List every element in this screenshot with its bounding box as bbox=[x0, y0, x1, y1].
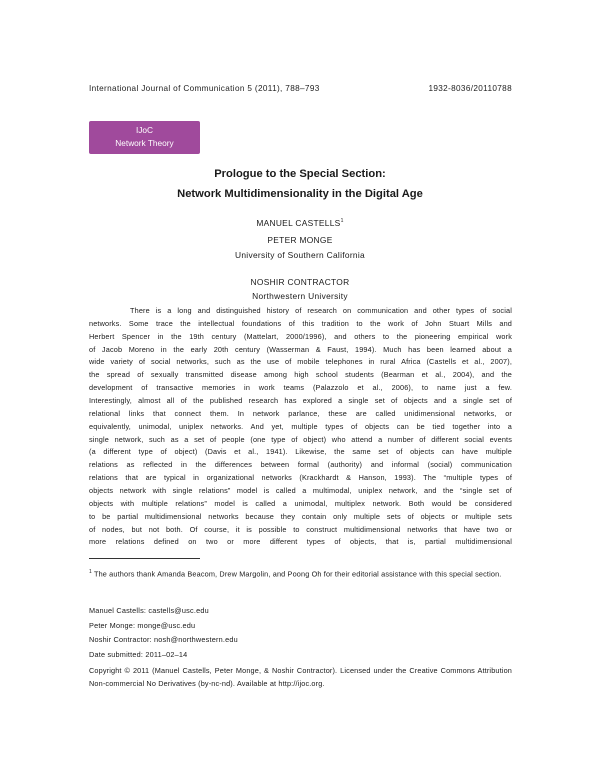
body-line: Interestingly, almost all of the published research has explored a single set of objects and a single set of bbox=[89, 396, 512, 406]
body-line: single network, such as a set of people (one type of object) who attend a number of different social events bbox=[89, 434, 512, 444]
body-line: of nodes, but not both. Of course, it is possible to construct multidimensional networks that have two or bbox=[89, 524, 512, 534]
journal-citation: International Journal of Communication 5 (2011), 788–793 bbox=[89, 84, 320, 93]
body-line: objects network with single relations” model is called a multimodal, uniplex network, and the “single set of bbox=[89, 486, 512, 496]
body-line: to be partial multidimensional networks because they contain only multiple sets of objects or multiple sets bbox=[89, 511, 512, 521]
tag-section: Network Theory bbox=[115, 138, 174, 148]
author-3: NOSHIR CONTRACTOR bbox=[250, 277, 350, 287]
contact-block bbox=[89, 604, 238, 662]
footnote bbox=[89, 566, 512, 580]
affiliation-1: University of Southern California bbox=[235, 250, 365, 260]
footnote-text: The authors thank Amanda Beacom, Drew Margolin, and Poong Oh for their editorial assistance with this special section. bbox=[93, 569, 502, 579]
author-1-name: MANUEL CASTELLS bbox=[256, 218, 341, 228]
title-line-1: Prologue to the Special Section: bbox=[214, 168, 386, 180]
affiliation-2: Northwestern University bbox=[252, 291, 348, 301]
body-line: There is a long and distinguished history of research on communication and other types of social bbox=[130, 306, 512, 315]
section-tag bbox=[89, 121, 200, 154]
footnote-mark: 1 bbox=[89, 569, 92, 575]
body-line: relations that are typical in organizational networks (Krackhardt & Hanson, 1993). The “multiple types of bbox=[89, 473, 512, 483]
body-line: (a different type of object) (Davis et al., 1941). Likewise, the same set of objects can have multiple bbox=[89, 447, 512, 457]
body-line: networks. Some trace the intellectual foundations of this tradition to the work of John Stuart Mills and bbox=[89, 318, 512, 328]
date-submitted: Date submitted: 2011–02–14 bbox=[89, 649, 188, 659]
contact-line: Manuel Castells: castells@usc.edu bbox=[89, 606, 209, 615]
issn: 1932-8036/20110788 bbox=[428, 84, 512, 93]
contact-line: Noshir Contractor: nosh@northwestern.edu bbox=[89, 635, 238, 644]
author-1-footnote-mark: 1 bbox=[340, 218, 344, 225]
body-line: of Jacob Moreno in the early 20th century (Wasserman & Faust, 1994). Much has been learned about a bbox=[89, 344, 512, 354]
body-line: relations as reflected in the differences between formal (authority) and informal (social) communication bbox=[89, 460, 512, 470]
body-line: objects with multiple relations” model is called a unimodal, multiplex network. Both would be considered bbox=[89, 498, 512, 508]
body-line: relational links that connect them. In network parlance, these are called unidimensional networks, or bbox=[89, 408, 512, 418]
copyright-notice: Copyright © 2011 (Manuel Castells, Peter Monge, & Noshir Contractor). Licensed under the Creative Commons Attribution Non-commercial No Derivatives (by-nc-nd). Available at http://ijoc.org. bbox=[89, 666, 512, 688]
author-1 bbox=[0, 218, 600, 228]
footnote-divider bbox=[89, 558, 200, 559]
body-line: Herbert Spencer in the 19th century (Mattelart, 2000/1996), and others to the pioneering empirical work bbox=[89, 331, 512, 341]
body-text bbox=[89, 305, 512, 549]
body-line: equivalently, unimodal, uniplex networks. And yet, multiple types of objects can be tied together into a bbox=[89, 421, 512, 431]
body-line: the spread of sexually transmitted disease among high school students (Bearman et al., 2004), and the bbox=[89, 370, 512, 380]
author-2: PETER MONGE bbox=[267, 235, 333, 245]
contact-line: Peter Monge: monge@usc.edu bbox=[89, 620, 196, 630]
tag-journal: IJoC bbox=[135, 125, 154, 135]
body-line: development of transactive memories in work teams (Palazzolo et al., 2006), to name just a few. bbox=[89, 383, 512, 393]
body-line: more relations defined on two or more different types of objects, that is, partial multidimensional bbox=[89, 537, 512, 547]
body-line: wide variety of social networks, such as the use of mobile telephones in rural Africa (Castells et al., 2007), bbox=[89, 357, 512, 367]
title-line-2: Network Multidimensionality in the Digital Age bbox=[177, 188, 423, 200]
